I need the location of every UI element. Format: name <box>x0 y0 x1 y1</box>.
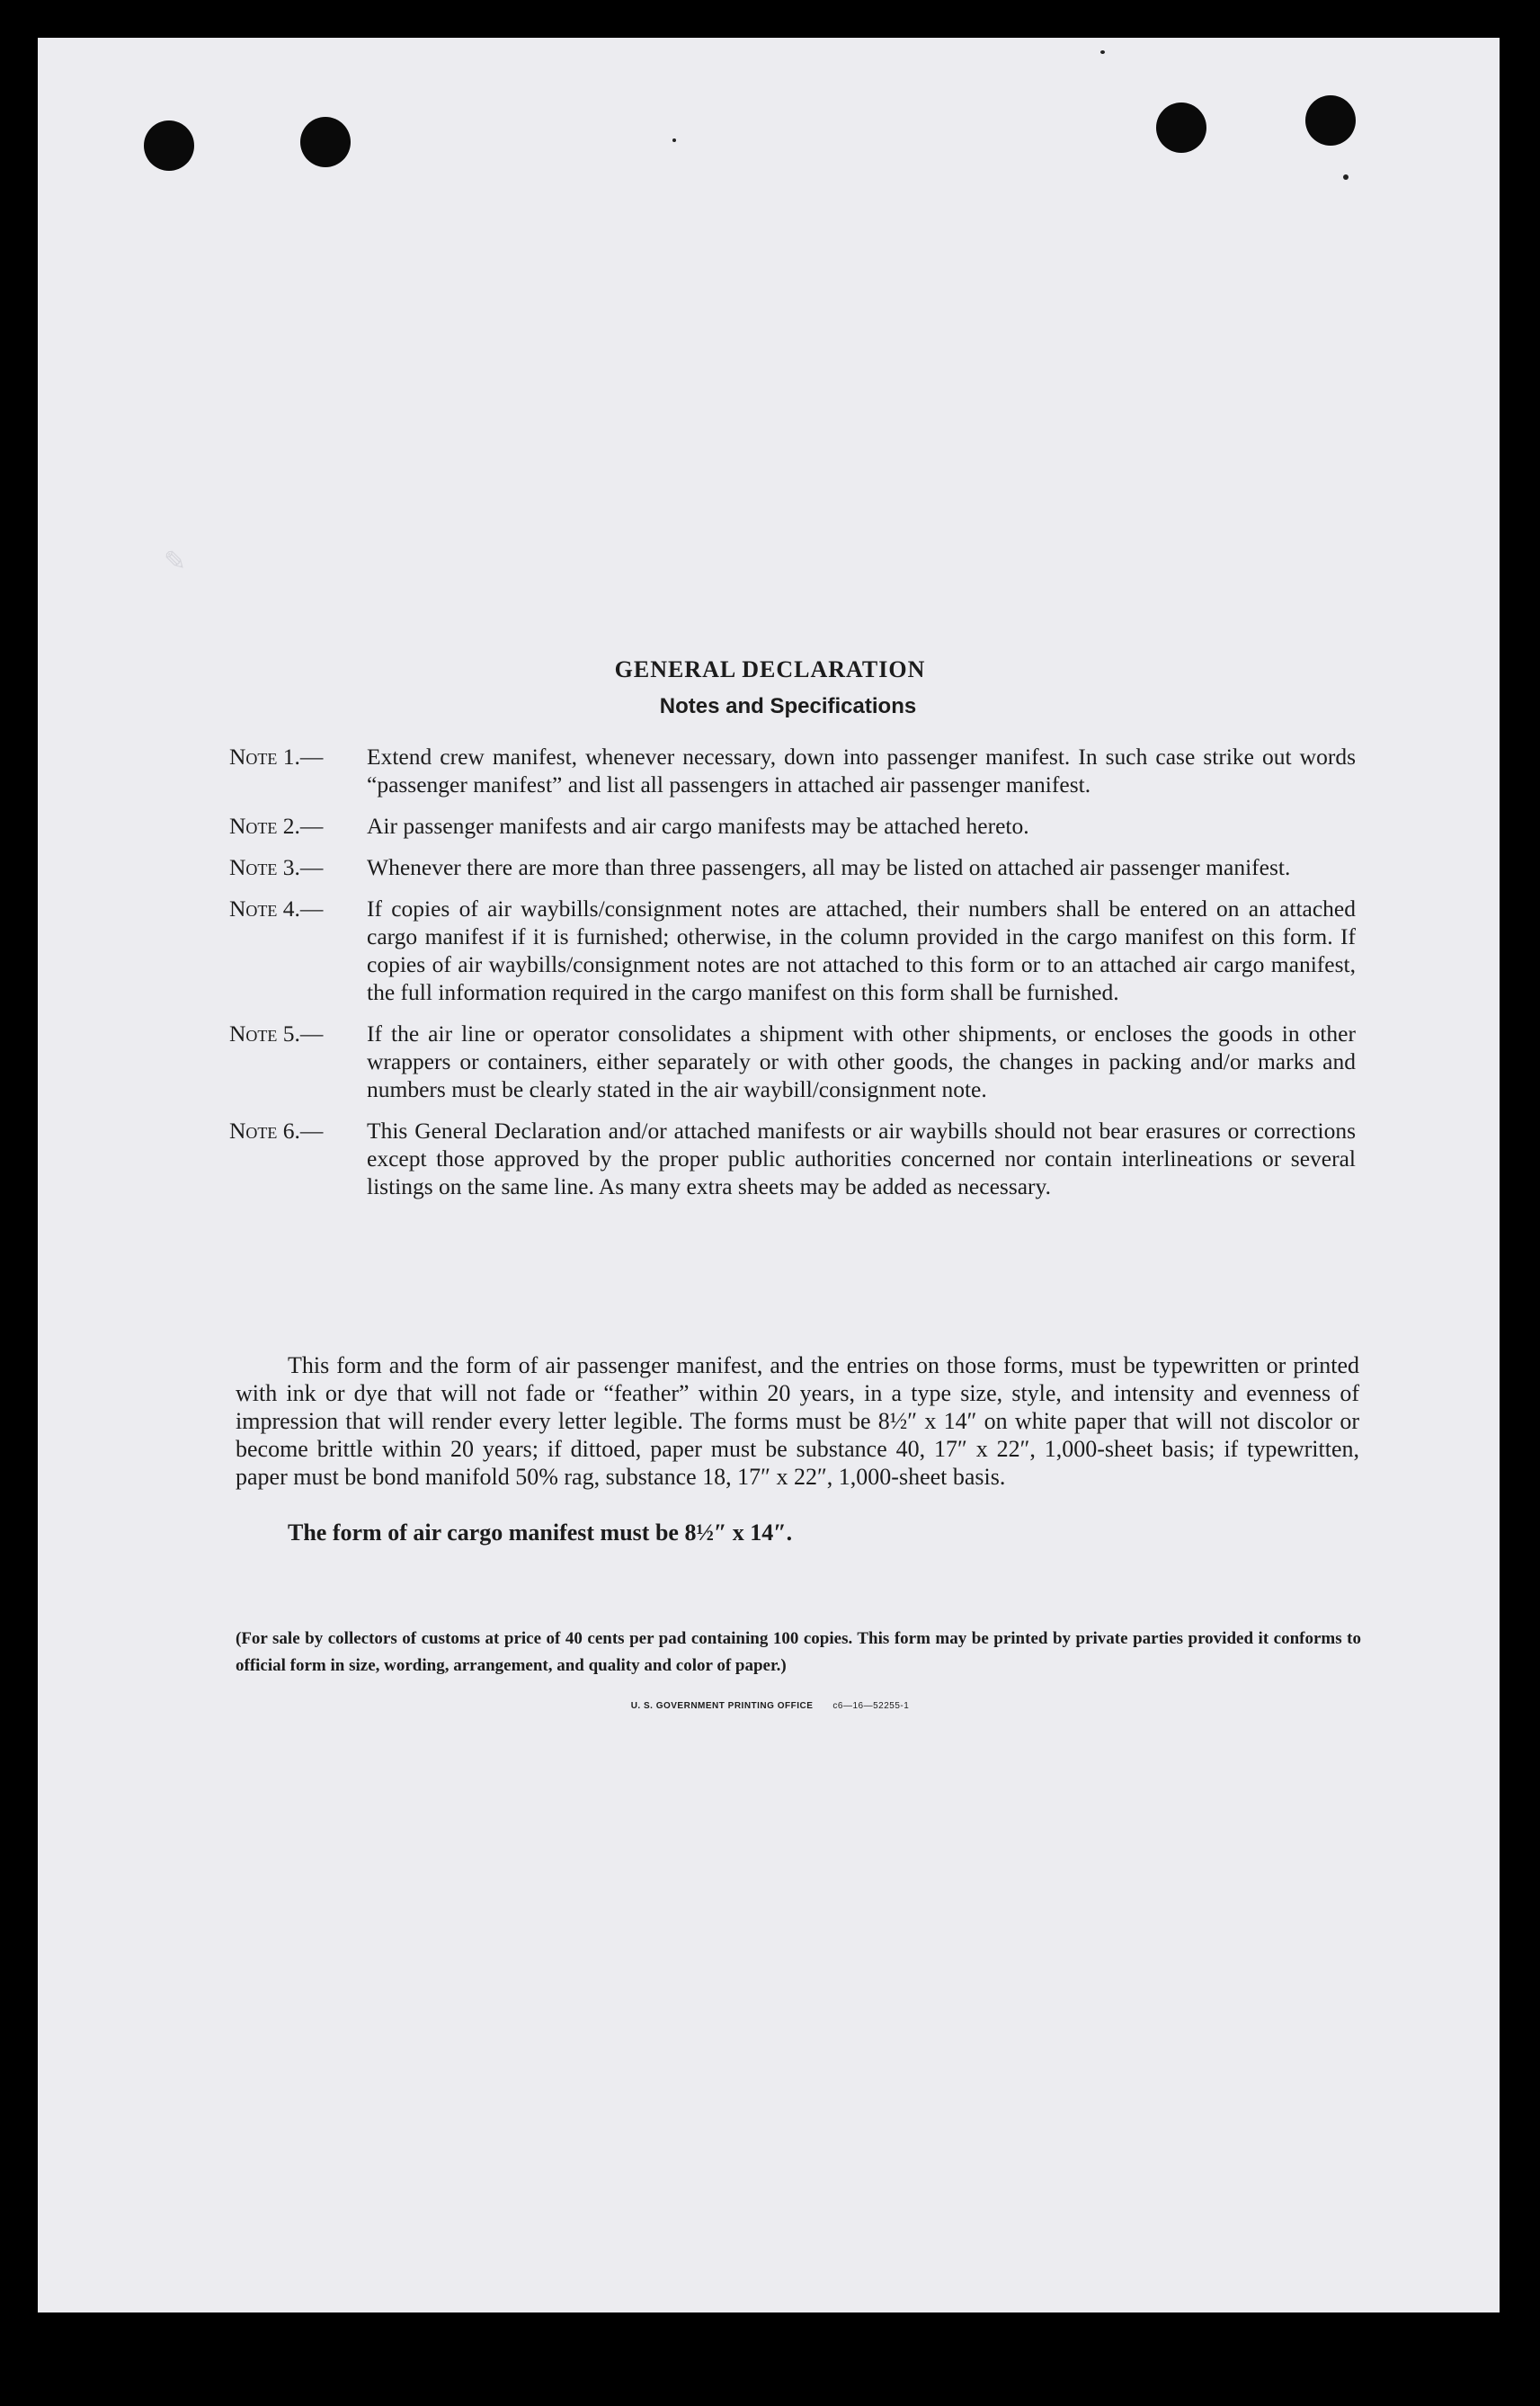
note-text: Air passenger manifests and air cargo manifests may be attached hereto. <box>367 813 1029 839</box>
printer-imprint <box>0 1701 1540 1711</box>
note-label: Note 6.— <box>229 1118 324 1144</box>
document-subtitle: Notes and Specifications <box>659 694 917 718</box>
notes-list <box>229 743 1356 1214</box>
note-1 <box>229 743 1356 798</box>
cargo-manifest-size-paragraph: The form of air cargo manifest must be 8½″ x 14″. <box>288 1519 793 1546</box>
note-text: This General Declaration and/or attached manifests or air waybills should not bear erasures or corrections except those approved by the proper public authorities concerned nor contain interlineations or several listings on the same line. As many extra sheets may be added as necessary. <box>367 1118 1356 1199</box>
punch-hole-left-2 <box>300 117 351 167</box>
note-label: Note 2.— <box>229 813 324 839</box>
note-label: Note 5.— <box>229 1020 324 1047</box>
note-6 <box>229 1117 1356 1200</box>
speck <box>1100 50 1105 54</box>
punch-hole-right-2 <box>1305 95 1356 146</box>
speck <box>1343 174 1349 180</box>
sale-notice: (For sale by collectors of customs at price of 40 cents per pad containing 100 copies. This form may be printed by private parties provided it conforms to official form in size, wording, arrangement, and quality and color of paper.) <box>236 1629 1361 1675</box>
note-5 <box>229 1020 1356 1103</box>
punch-hole-right-1 <box>1156 102 1206 153</box>
note-text: Extend crew manifest, whenever necessary, down into passenger manifest. In such case strike out words “passenger manifest” and list all passengers in attached air passenger manifest. <box>367 744 1356 798</box>
form-requirements-paragraph: This form and the form of air passenger manifest, and the entries on those forms, must be typewritten or printed with ink or dye that will not fade or “feather” within 20 years, in a type size, style, and intensity and evenness of impression that will render every letter legible. The forms must be 8½″ x 14″ on white paper that will not discolor or become brittle within 20 years; if dittoed, paper must be substance 40, 17″ x 22″, 1,000-sheet basis; if typewritten, paper must be bond manifold 50% rag, substance 18, 17″ x 22″, 1,000-sheet basis. <box>236 1352 1359 1490</box>
note-label: Note 3.— <box>229 854 324 880</box>
ghost-bleedthrough-mark: ✎ <box>164 547 189 576</box>
note-label: Note 1.— <box>229 744 324 770</box>
document-title: GENERAL DECLARATION <box>614 656 926 682</box>
printer-name: U. S. GOVERNMENT PRINTING OFFICE <box>630 1701 814 1711</box>
print-code: c6—16—52255-1 <box>832 1701 910 1711</box>
note-2 <box>229 812 1356 840</box>
speck <box>672 138 676 142</box>
note-4 <box>229 895 1356 1006</box>
note-text: Whenever there are more than three passengers, all may be listed on attached air passenger manifest. <box>367 854 1291 880</box>
note-3 <box>229 853 1356 881</box>
note-text: If the air line or operator consolidates a shipment with other shipments, or encloses the goods in other wrappers or containers, either separately or with other goods, the changes in packing and/or marks and numbers must be clearly stated in the air waybill/consignment note. <box>367 1020 1356 1102</box>
note-text: If copies of air waybills/consignment notes are attached, their numbers shall be entered on an attached cargo manifest if it is furnished; otherwise, in the column provided in the cargo manifest on this form. If copies of air waybills/consignment notes are not attached to this form or to an attached air cargo manifest, the full information required in the cargo manifest on this form shall be furnished. <box>367 896 1356 1005</box>
punch-hole-left-1 <box>144 120 194 171</box>
note-label: Note 4.— <box>229 896 324 922</box>
